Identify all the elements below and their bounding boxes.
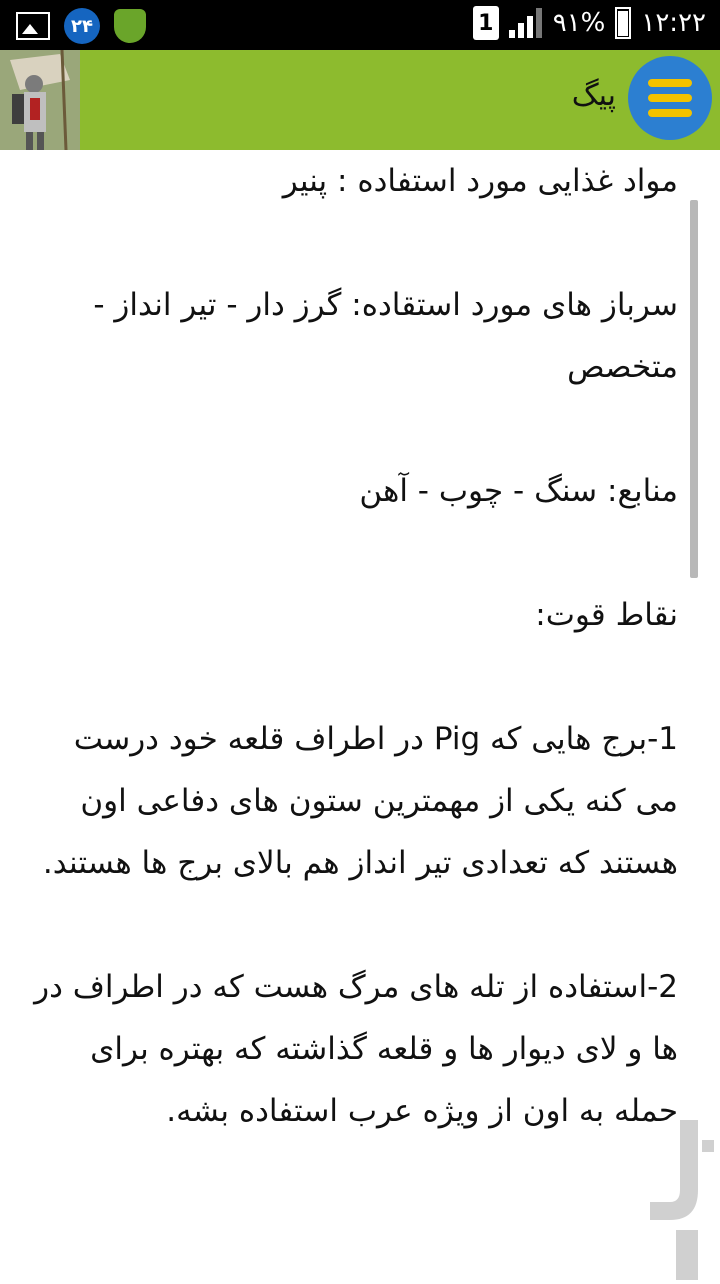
scrollbar[interactable] <box>690 200 698 578</box>
notification-badge: ۲۴ <box>64 8 100 44</box>
strengths-heading: نقاط قوت: <box>535 597 678 633</box>
status-bar <box>0 0 720 50</box>
strength-item-2: 2-استفاده از تله های مرگ هست که در اطراف در ها و لای دیوار ها و قلعه گذاشته که بهتره برای حمله به اون از ویژه عرب استفاده بشه. <box>34 969 678 1129</box>
clock: ۱۲:۲۲ <box>641 8 706 38</box>
battery-icon <box>615 7 631 39</box>
food-paragraph: مواد غذایی مورد استفاده : پنیر <box>282 163 678 199</box>
strength-item-1: 1-برج هایی که Pig در اطراف قلعه خود درست می کنه یکی از مهمترین ستون های دفاعی اون هستند که تعدادی تیر انداز هم بالای برج ها هستند. <box>42 721 678 881</box>
gallery-notification-icon <box>16 12 50 40</box>
app-bar <box>0 50 720 150</box>
status-system-icons <box>473 6 706 40</box>
status-notifications <box>16 8 146 44</box>
page-title: پیگ <box>571 78 616 113</box>
knight-illustration <box>0 50 80 150</box>
article-content <box>30 150 678 1280</box>
shield-notification-icon <box>114 9 146 43</box>
signal-strength-icon <box>509 8 543 38</box>
soldiers-paragraph: سرباز های مورد استقاده: گرز دار - تیر انداز - متخصص <box>93 287 678 385</box>
sim-slot-icon: 1 <box>473 6 499 40</box>
hamburger-menu-icon[interactable] <box>628 56 712 140</box>
store-watermark-logo <box>640 1120 716 1280</box>
resources-paragraph: منابع: سنگ - چوب - آهن <box>359 473 678 509</box>
battery-percent: ۹۱% <box>552 8 606 38</box>
